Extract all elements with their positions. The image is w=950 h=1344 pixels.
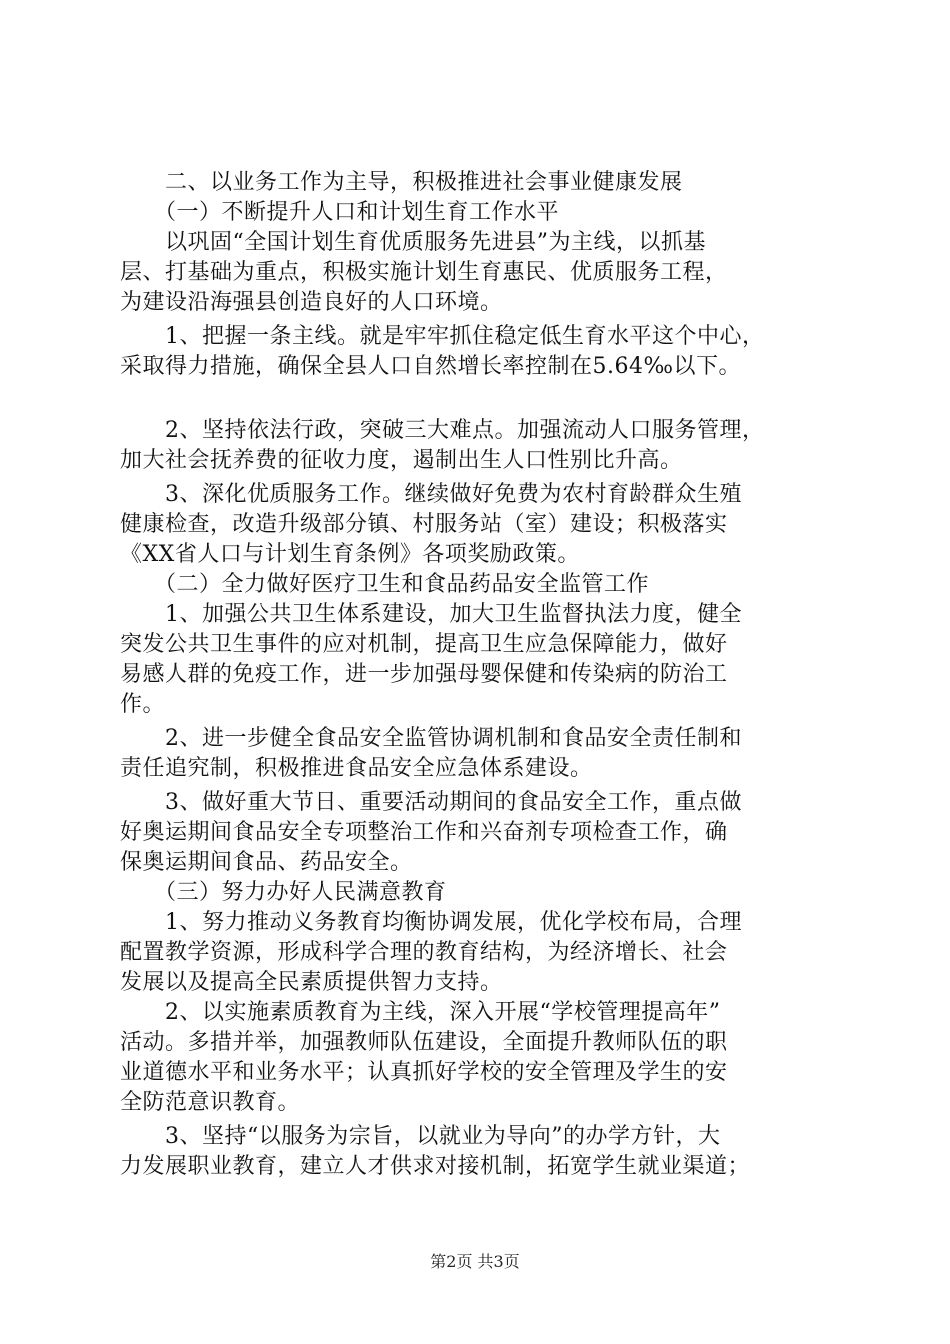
paragraph-line: 1、努力推动义务教育均衡协调发展，优化学校布局，合理 xyxy=(120,910,742,935)
paragraph-line: 责任追究制，积极推进食品安全应急体系建设。 xyxy=(120,756,593,781)
paragraph-line: 3、坚持“以服务为宗旨，以就业为导向”的办学方针，大 xyxy=(120,1124,721,1149)
subsection-heading: （三）努力办好人民满意教育 xyxy=(120,880,447,905)
paragraph-line: 易感人群的免疫工作，进一步加强母婴保健和传染病的防治工 xyxy=(120,662,728,687)
paragraph-line: 作。 xyxy=(120,692,166,717)
document-body xyxy=(120,168,840,1182)
paragraph-line: 健康检查，改造升级部分镇、村服务站（室）建设；积极落实 xyxy=(120,512,728,537)
paragraph-line: 好奥运期间食品安全专项整治工作和兴奋剂专项检查工作，确 xyxy=(120,820,728,845)
paragraph-line: 以巩固“全国计划生育优质服务先进县”为主线，以抓基 xyxy=(120,230,706,255)
paragraph-line: 2、坚持依法行政，突破三大难点。加强流动人口服务管理， xyxy=(120,418,765,443)
paragraph-line: 采取得力措施，确保全县人口自然增长率控制在5.64‰以下。 xyxy=(120,354,742,379)
paragraph-line: 加大社会抚养费的征收力度，遏制出生人口性别比升高。 xyxy=(120,448,683,473)
paragraph-line: 配置教学资源，形成科学合理的教育结构，为经济增长、社会 xyxy=(120,940,728,965)
paragraph-line: 发展以及提高全民素质提供智力支持。 xyxy=(120,970,503,995)
paragraph-line: 突发公共卫生事件的应对机制，提高卫生应急保障能力，做好 xyxy=(120,632,728,657)
paragraph-line: 业道德水平和业务水平；认真抓好学校的安全管理及学生的安 xyxy=(120,1060,728,1085)
paragraph-line: 1、把握一条主线。就是牢牢抓住稳定低生育水平这个中心， xyxy=(120,324,765,349)
section-heading: 二、以业务工作为主导，积极推进社会事业健康发展 xyxy=(120,170,683,195)
paragraph-line: 2、以实施素质教育为主线，深入开展“学校管理提高年” xyxy=(120,1000,721,1025)
paragraph-line: 《XX省人口与计划生育条例》各项奖励政策。 xyxy=(120,542,580,567)
paragraph-line: 力发展职业教育，建立人才供求对接机制，拓宽学生就业渠道； xyxy=(120,1154,751,1179)
paragraph-line: 为建设沿海强县创造良好的人口环境。 xyxy=(120,290,503,315)
page-number-footer: 第2页 共3页 xyxy=(430,1252,520,1271)
paragraph-line: 1、加强公共卫生体系建设，加大卫生监督执法力度，健全 xyxy=(120,602,742,627)
paragraph-line: 2、进一步健全食品安全监管协调机制和食品安全责任制和 xyxy=(120,726,742,751)
paragraph-line: 3、做好重大节日、重要活动期间的食品安全工作，重点做 xyxy=(120,790,742,815)
paragraph-line: 活动。多措并举，加强教师队伍建设，全面提升教师队伍的职 xyxy=(120,1030,728,1055)
paragraph-line: 3、深化优质服务工作。继续做好免费为农村育龄群众生殖 xyxy=(120,482,742,507)
subsection-heading: （二）全力做好医疗卫生和食品药品安全监管工作 xyxy=(120,572,650,597)
paragraph-line: 全防范意识教育。 xyxy=(120,1090,301,1115)
subsection-heading: （一）不断提升人口和计划生育工作水平 xyxy=(120,200,560,225)
paragraph-line: 层、打基础为重点，积极实施计划生育惠民、优质服务工程， xyxy=(120,260,728,285)
paragraph-line: 保奥运期间食品、药品安全。 xyxy=(120,850,413,875)
